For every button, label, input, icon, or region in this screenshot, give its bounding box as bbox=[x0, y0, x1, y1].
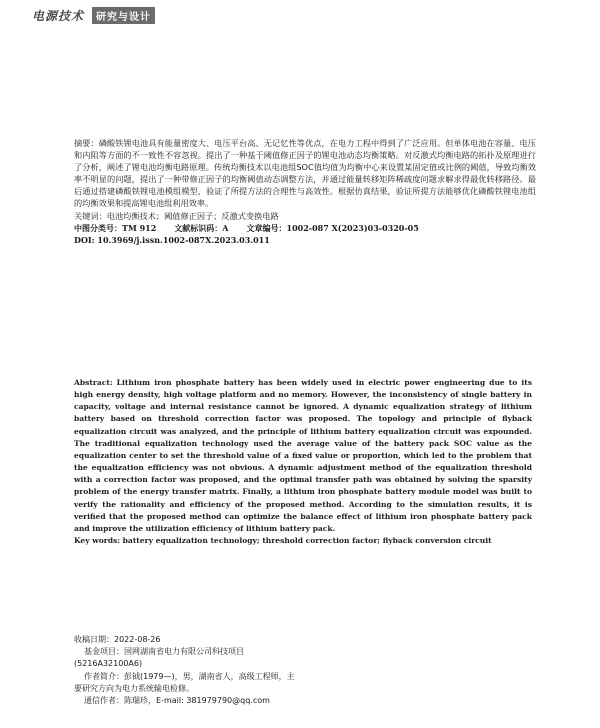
chinese-abstract-block bbox=[74, 137, 536, 246]
corresponding-author: 通信作者：陈瑞珍，E-mail: 381979790@qq.com bbox=[84, 696, 270, 706]
chinese-keywords: 关键词：电池均衡技术；阈值修正因子；反激式变换电路 bbox=[74, 210, 279, 221]
article-footnote bbox=[74, 634, 314, 707]
section-tag: 研究与设计 bbox=[92, 7, 155, 24]
author-bio: 作者简介：彭钺(1979—)，男，湖南省人，高级工程师，主 bbox=[84, 671, 295, 681]
classification-line bbox=[74, 222, 536, 234]
doi: DOI: 10.3969/j.issn.1002-087X.2023.03.011 bbox=[74, 234, 270, 245]
english-keywords: Key words: battery equalization technology; threshold correction factor; flyback conversion circuit bbox=[74, 536, 492, 546]
received-date: 收稿日期：2022-08-26 bbox=[74, 635, 161, 644]
running-header bbox=[32, 7, 155, 23]
fund-project: 基金项目：国网湖南省电力有限公司科技项目 bbox=[84, 647, 244, 657]
document-code: 文献标识码：A bbox=[174, 222, 229, 233]
chinese-abstract: 摘要：磷酸铁锂电池具有能量密度大、电压平台高、无记忆性等优点，在电力工程中得到了广泛应用。但单体电池在容量、电压和内阻等方面的不一致性不容忽视。提出了一种基于阈值修正因子的锂电池动态均衡策略。对反激式均衡电路的拓扑及原理进行了分析，阐述了锂电池均衡电路原理。传统均衡技术以电池组SOC值均值为均衡中心来设置某固定值或比例的阈值，导致均衡效率不明显的问题，提出了一种带修正因子的均衡阈值动态调整方法，并通过能量转移矩阵稀疏度问题求解求得最优转移路径。最后通过搭建磷酸铁锂电池模组模型，验证了所提方法的合理性与高效性。根据仿真结果，验证所提方法能够优化磷酸铁锂电池组的均衡效果和提高锂电池组利用效率。 bbox=[74, 138, 536, 209]
english-abstract-block bbox=[74, 377, 532, 547]
article-number: 文章编号：1002-087 X(2023)03-0320-05 bbox=[246, 222, 419, 233]
clc-number: 中图分类号：TM 912 bbox=[74, 222, 157, 233]
journal-name: 电源技术 bbox=[32, 8, 85, 23]
author-bio-continued: 要研究方向为电力系统输电检修。 bbox=[74, 683, 194, 693]
english-abstract: Abstract: Lithium iron phosphate battery has been widely used in electric power engineering due to its high energy density, high voltage platform and no memory. However, the inconsistency of single battery in capacity, voltage and internal resistance cannot be ignored. A dynamic equalization strategy of lithium battery based on threshold correction factor was proposed. The topology and principle of flyback equalization circuit was analyzed, and the principle of lithium battery equalization circuit was expounded. The traditional equalization technology used the average value of the battery pack SOC value as the equalization center to set the threshold value of a fixed value or proportion, which led to the problem that the equalization efficiency was not obvious. A dynamic adjustment method of the equalization threshold with a correction factor was proposed, and the optimal transfer path was obtained by solving the sparsity problem of the energy transfer matrix. Finally, a lithium iron phosphate battery module model was built to verify the rationality and efficiency of the proposed method. According to the simulation results, it is verified that the proposed method can optimize the balance effect of lithium iron phosphate battery pack and improve the utilization efficiency of lithium battery pack. bbox=[74, 378, 532, 533]
fund-project-code: (5216A32100A6) bbox=[74, 659, 143, 669]
